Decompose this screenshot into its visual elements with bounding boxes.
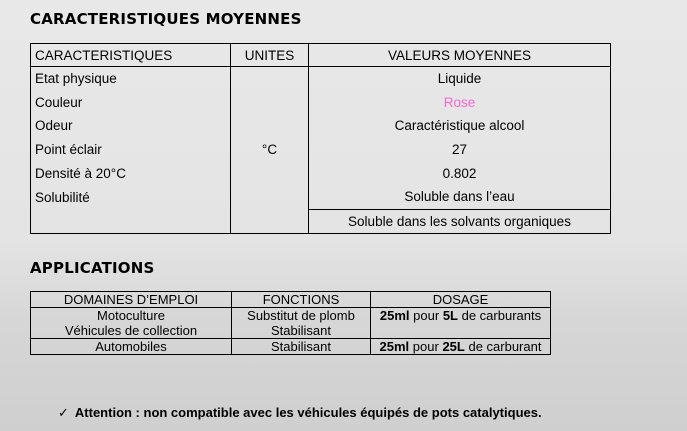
- function-text: Stabilisant: [271, 323, 331, 338]
- check-icon: ✓: [58, 405, 69, 420]
- cell-value: Caractéristique alcool: [309, 114, 611, 138]
- compatibility-note: [58, 405, 542, 421]
- section-title-applications: APPLICATIONS: [30, 259, 155, 277]
- function-text: Substitut de plomb: [247, 308, 355, 323]
- function-text: Stabilisant: [271, 339, 331, 354]
- cell-unit: °C: [231, 138, 309, 162]
- cell-name: Densité à 20°C: [31, 161, 231, 185]
- cell-value: 0.802: [309, 161, 611, 185]
- col-header-functions: FONCTIONS: [232, 292, 371, 308]
- dose-volume: 5L: [442, 308, 458, 323]
- section-title-characteristics: CARACTERISTIQUES MOYENNES: [30, 10, 302, 28]
- table-row: [31, 161, 611, 185]
- cell-domains: [31, 339, 232, 355]
- table-row: [31, 91, 611, 115]
- dose-mid: pour: [413, 308, 440, 323]
- cell-dosage: [371, 308, 551, 339]
- cell-value: Liquide: [309, 67, 611, 91]
- characteristics-table: [30, 43, 611, 234]
- col-header-units: UNITES: [231, 44, 309, 67]
- table-row: [31, 138, 611, 162]
- table-row: [31, 339, 551, 355]
- domain-text: Automobiles: [95, 339, 167, 354]
- cell-name: [31, 209, 231, 234]
- col-header-dosage: DOSAGE: [371, 292, 551, 308]
- table-row: [31, 209, 611, 234]
- cell-unit: [231, 161, 309, 185]
- cell-unit: [231, 209, 309, 234]
- cell-domains: [31, 308, 232, 339]
- cell-functions: [232, 308, 371, 339]
- cell-unit: [231, 185, 309, 209]
- col-header-values: VALEURS MOYENNES: [309, 44, 611, 67]
- note-text: Attention : non compatible avec les véhicules équipés de pots catalytiques.: [74, 405, 542, 420]
- dose-mid: pour: [412, 339, 439, 354]
- cell-value: Soluble dans l’eau: [309, 185, 611, 209]
- dose-amount: 25ml: [379, 339, 410, 354]
- cell-unit: [231, 67, 309, 91]
- cell-unit: [231, 114, 309, 138]
- dose-volume: 25L: [442, 339, 465, 354]
- table-header-row: [31, 292, 551, 308]
- table-row: [31, 114, 611, 138]
- table-row: [31, 67, 611, 91]
- cell-unit: [231, 91, 309, 115]
- dose-tail: de carburant: [468, 339, 542, 354]
- cell-value-color: Rose: [309, 91, 611, 115]
- cell-dosage: [371, 339, 551, 355]
- cell-name: Odeur: [31, 114, 231, 138]
- cell-name: Solubilité: [31, 185, 231, 209]
- cell-functions: [232, 339, 371, 355]
- applications-table: [30, 291, 551, 355]
- cell-name: Point éclair: [31, 138, 231, 162]
- cell-value: 27: [309, 138, 611, 162]
- table-row: [31, 185, 611, 209]
- table-header-row: [31, 44, 611, 67]
- cell-name: Etat physique: [31, 67, 231, 91]
- table-row: [31, 308, 551, 339]
- cell-name: Couleur: [31, 91, 231, 115]
- cell-value: Soluble dans les solvants organiques: [309, 209, 611, 234]
- col-header-characteristics: CARACTERISTIQUES: [31, 44, 231, 67]
- col-header-domains: DOMAINES D’EMPLOI: [31, 292, 232, 308]
- dose-tail: de carburants: [461, 308, 542, 323]
- domain-text: Véhicules de collection: [64, 323, 198, 338]
- domain-text: Motoculture: [97, 308, 165, 323]
- dose-amount: 25ml: [379, 308, 410, 323]
